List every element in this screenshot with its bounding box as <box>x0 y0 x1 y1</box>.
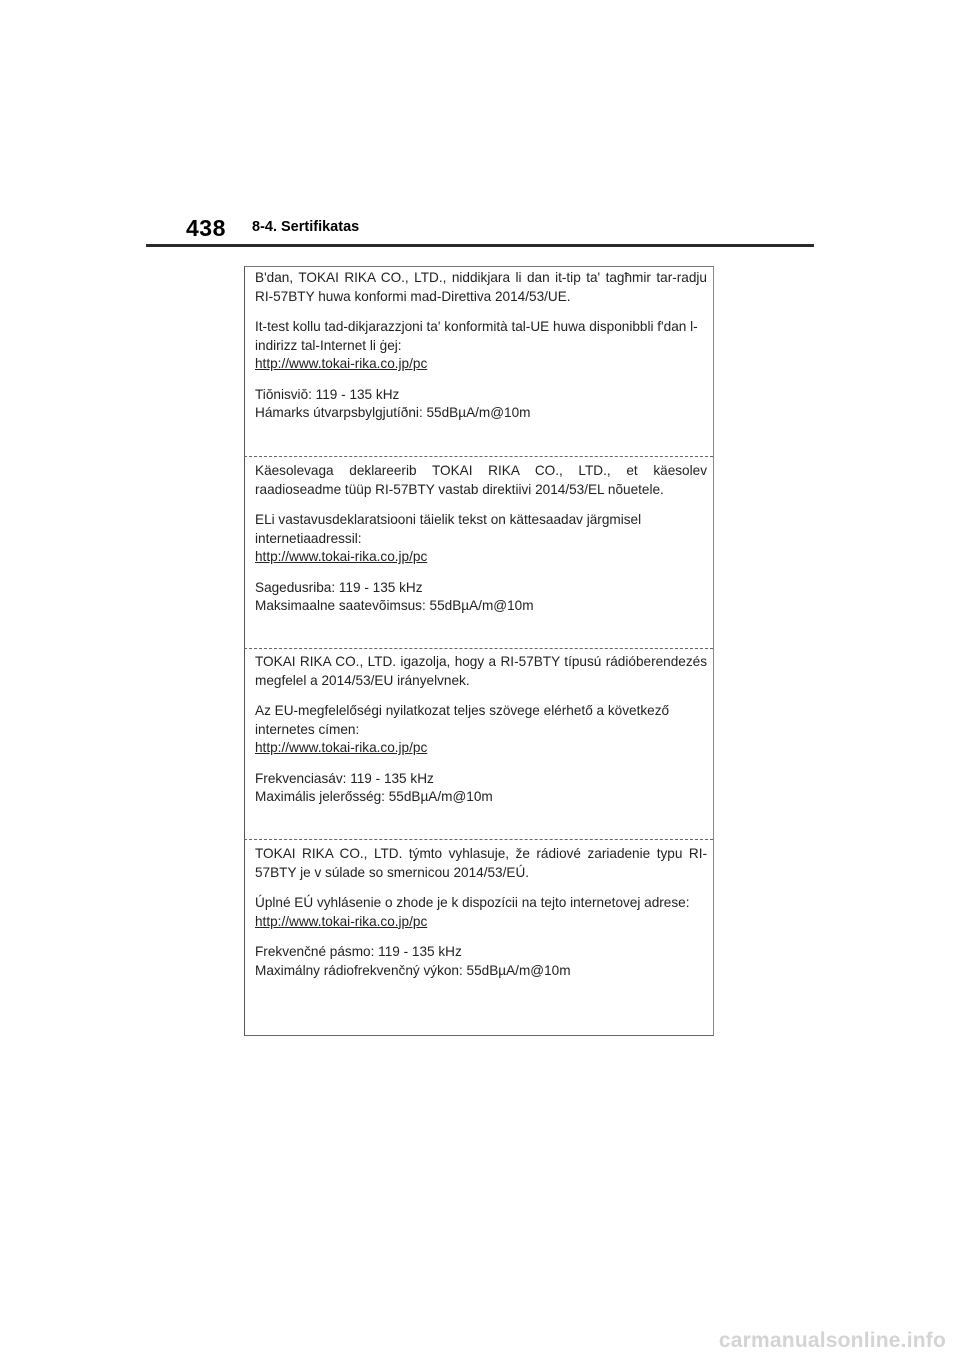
declaration-url-link[interactable]: http://www.tokai-rika.co.jp/pc <box>255 913 428 929</box>
declaration-text: TOKAI RIKA CO., LTD. igazolja, hogy a RI-57BTY típusú rádióberendezés megfelel a 2014/53/EU irányelvnek. <box>255 654 707 688</box>
certificate-block-hungarian <box>255 653 707 807</box>
availability-text: Az EU-megfelelőségi nyilatkozat teljes szövege elérhető a következő internetes címen: <box>255 703 670 737</box>
block-divider <box>244 456 713 457</box>
frequency-band-text: Tiŏnisviŏ: 119 - 135 kHz <box>255 386 400 402</box>
declaration-text: TOKAI RIKA CO., LTD. týmto vyhlasuje, že rádiové zariadenie typu RI-57BTY je v súlade so smernicou 2014/53/EÚ. <box>255 846 707 880</box>
block-divider <box>244 839 713 840</box>
declaration-text: B'dan, TOKAI RIKA CO., LTD., niddikjara li dan it-tip ta' tagħmir tar-radju RI-57BTY huwa konformi mad-Direttiva 2014/53/UE. <box>255 270 707 304</box>
block-divider <box>244 648 713 649</box>
availability-text: ELi vastavusdeklaratsiooni täielik tekst on kättesaadav järgmisel internetiaadressil: <box>255 512 642 546</box>
declaration-url-link[interactable]: http://www.tokai-rika.co.jp/pc <box>255 356 428 371</box>
certificate-block-slovak <box>255 845 707 980</box>
declaration-url-link[interactable]: http://www.tokai-rika.co.jp/pc <box>255 549 428 564</box>
header-rule <box>146 244 814 247</box>
certificate-block-maltese <box>255 269 707 423</box>
availability-text: Úplné EÚ vyhlásenie o zhode je k dispozícii na tejto internetovej adrese: <box>255 895 690 910</box>
frequency-band-text: Sagedusriba: 119 - 135 kHz <box>255 579 423 595</box>
max-power-text: Maximálny rádiofrekvenčný výkon: 55dBµA/m@10m <box>255 962 571 978</box>
watermark: carmanualsonline.info <box>718 1329 946 1352</box>
max-power-text: Maximális jelerősség: 55dBµA/m@10m <box>255 789 493 804</box>
max-power-text: Maksimaalne saatevõimsus: 55dBµA/m@10m <box>255 598 534 613</box>
frequency-band-text: Frekvenciasáv: 119 - 135 kHz <box>255 770 434 786</box>
max-power-text: Hámarks útvarpsbylgjutíðni: 55dBµA/m@10m <box>255 405 531 420</box>
section-title: 8-4. Sertifikatas <box>252 219 360 235</box>
certificate-block-estonian <box>255 462 707 616</box>
frequency-band-text: Frekvenčné pásmo: 119 - 135 kHz <box>255 944 462 959</box>
declaration-url-link[interactable]: http://www.tokai-rika.co.jp/pc <box>255 740 428 755</box>
page-number: 438 <box>186 215 226 241</box>
declaration-text: Käesolevaga deklareerib TOKAI RIKA CO., LTD., et käesolev raadioseadme tüüp RI-57BTY vastab direktiivi 2014/53/EL nõuetele. <box>255 463 707 497</box>
availability-text: It-test kollu tad-dikjarazzjoni ta' konformità tal-UE huwa disponibbli f'dan l-indirizz tal-Internet li ġej: <box>255 319 698 353</box>
